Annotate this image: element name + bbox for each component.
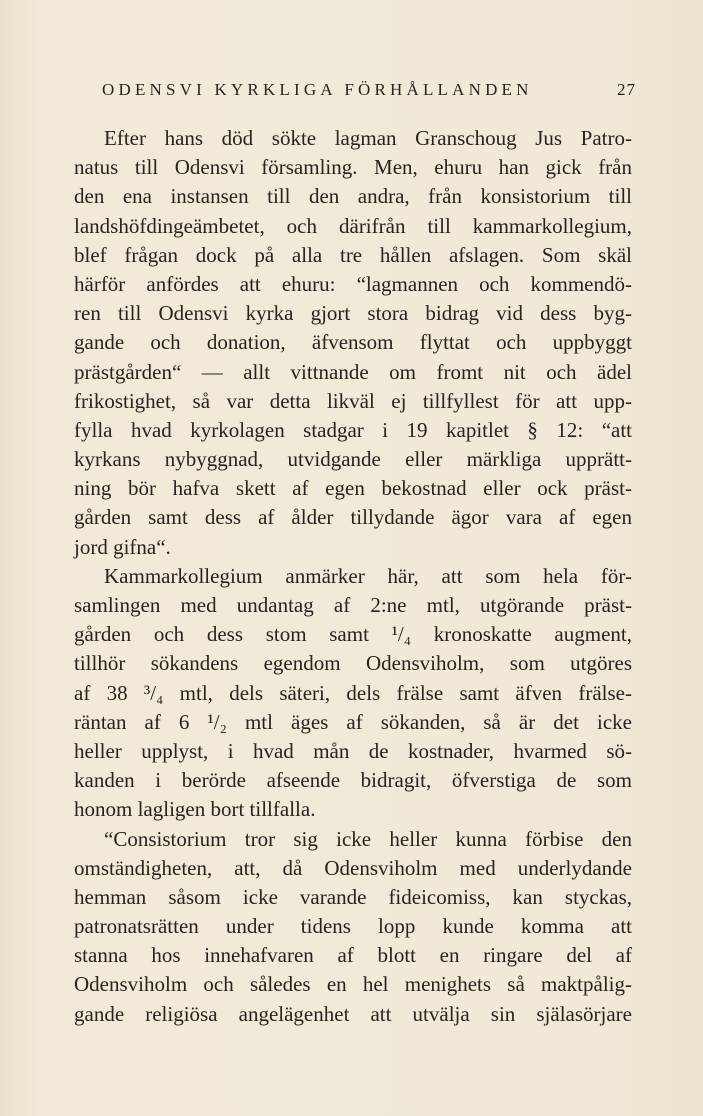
text-line: kanden i berörde afseende bidragit, öfverstiga de som [74, 768, 632, 793]
text-line: honom lagligen bort tillfalla. [74, 797, 316, 822]
text-line: gande och donation, äfvensom flyttat och uppbyggt [74, 330, 632, 355]
text-line: samlingen med undantag af 2:ne mtl, utgörande präst- [74, 593, 632, 617]
text-line: blef frågan dock på alla tre hållen afslagen. Som skäl [74, 242, 632, 267]
paragraph-1 [74, 124, 632, 562]
text-line: tillhör sökandens egendom Odensviholm, som utgöres [74, 651, 632, 676]
paragraph-2 [74, 562, 632, 825]
text-line: Kammarkollegium anmärker här, att som hela för- [104, 563, 632, 588]
text-line: ren till Odensvi kyrka gjort stora bidrag vid dess byg- [74, 301, 632, 326]
running-header [88, 80, 636, 106]
text-line: frikostighet, så var detta likväl ej tillfyllest för att upp- [74, 388, 632, 413]
text-line: fylla hvad kyrkolagen stadgar i 19 kapitlet § 12: “att [74, 417, 632, 442]
text-line: omständigheten, att, då Odensviholm med underlydande [74, 855, 632, 880]
text-line: “Consistorium tror sig icke heller kunna förbise den [104, 826, 632, 851]
text-line: den ena instansen till den andra, från konsistorium till [74, 184, 632, 209]
text-line: räntan af 6 ¹/₂ mtl äges af sökanden, så är det icke [74, 709, 632, 734]
text-line: natus till Odensvi församling. Men, ehuru han gick från [74, 155, 632, 180]
text-line: af 38 ³/₄ mtl, dels säteri, dels frälse samt äfven frälse- [74, 680, 632, 705]
text-line: jord gifna“. [74, 534, 171, 559]
text-line: landshöfdingeämbetet, och därifrån till kammarkollegium, [74, 213, 632, 238]
text-line: Efter hans död sökte lagman Granschoug Jus Patro- [104, 126, 632, 150]
text-line: heller upplyst, i hvad mån de kostnader, hvarmed sö- [74, 738, 632, 763]
text-line: prästgården“ — allt vittnande om fromt nit och ädel [74, 359, 632, 384]
running-title: ODENSVI KYRKLIGA FÖRHÅLLANDEN [102, 80, 533, 99]
text-line: stanna hos innehafvaren af blott en ringare del af [74, 943, 632, 968]
text-line: Odensviholm och således en hel menighets så maktpålig- [74, 972, 632, 997]
text-line: ning bör hafva skett af egen bekostnad eller ock präst- [74, 476, 632, 501]
text-line: patronatsrätten under tidens lopp kunde komma att [74, 914, 632, 939]
text-line: gården och dess stom samt ¹/₄ kronoskatte augment, [74, 622, 632, 647]
page-number: 27 [617, 80, 636, 99]
body-text [74, 124, 632, 1029]
paragraph-3 [74, 825, 632, 1029]
text-line: gården samt dess af ålder tillydande ägor vara af egen [74, 505, 632, 530]
text-line: gande religiösa angelägenhet att utvälja sin själasörjare [74, 1001, 632, 1026]
text-line: kyrkans nybyggnad, utvidgande eller märkliga upprätt- [74, 447, 632, 472]
text-line: hemman såsom icke varande fideicomiss, kan styckas, [74, 884, 632, 909]
text-line: härför anfördes att ehuru: “lagmannen och kommendö- [74, 271, 632, 296]
